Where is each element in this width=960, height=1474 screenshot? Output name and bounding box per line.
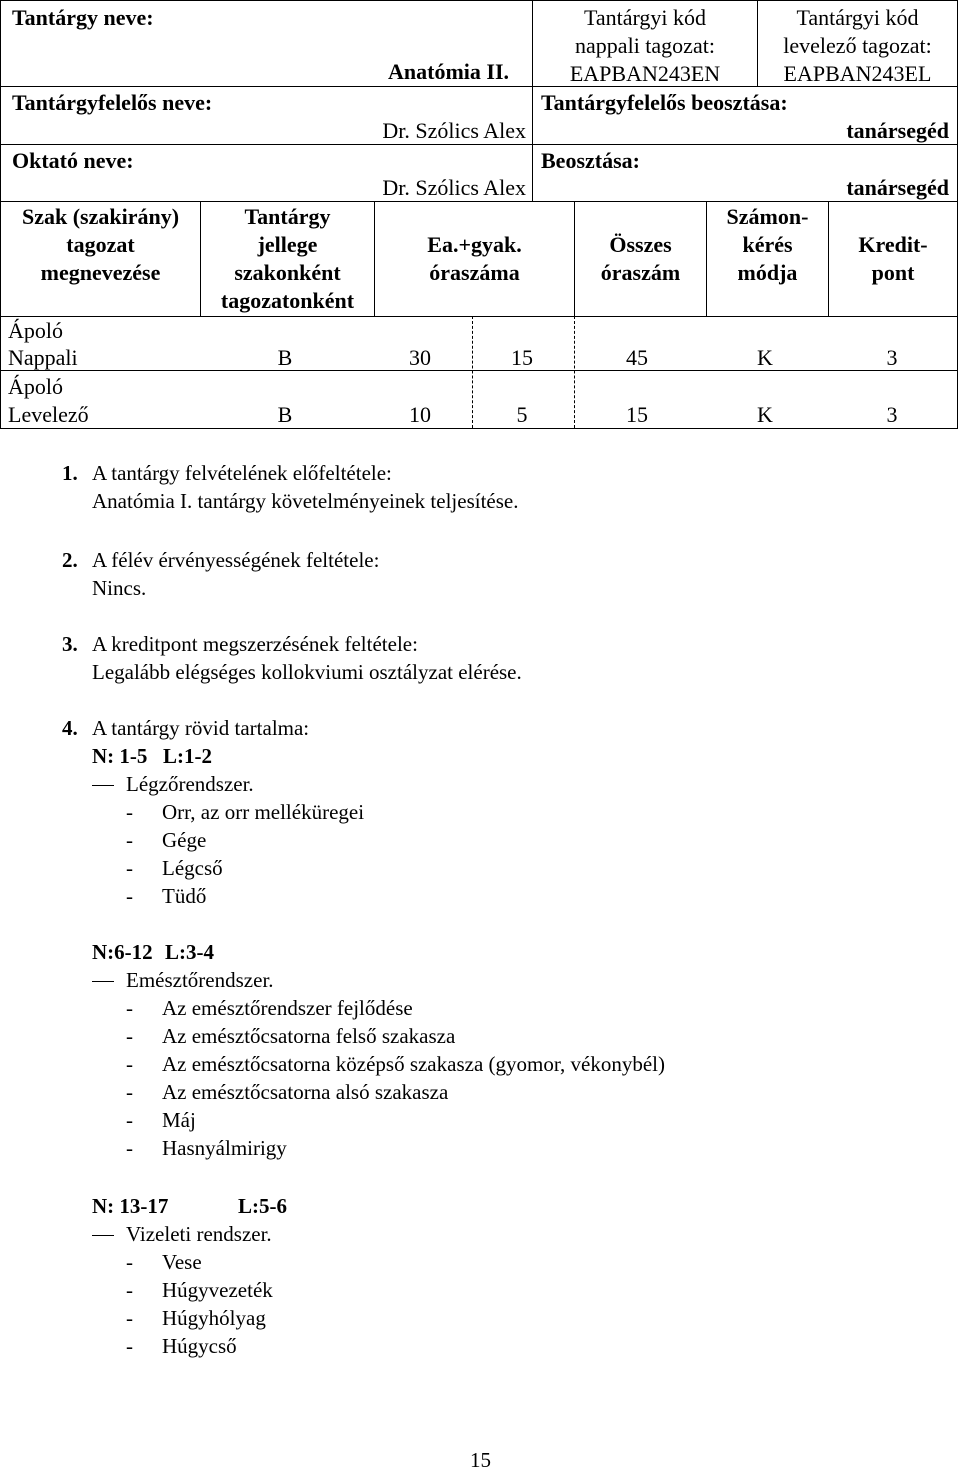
section-1-title: A tantárgy felvételének előfeltétele: xyxy=(92,461,392,485)
row-credit: 3 xyxy=(886,402,898,427)
section-2-title: A félév érvényességének feltétele: xyxy=(92,548,380,572)
row-exam: K xyxy=(757,402,773,427)
hyphen-bullet: - xyxy=(126,856,133,880)
col-header-total-2: óraszám xyxy=(600,260,681,285)
list-item: Légcső xyxy=(162,856,223,880)
responsible-position-label: Tantárgyfelelős beosztása: xyxy=(541,90,788,115)
section-3-title: A kreditpont megszerzésének feltétele: xyxy=(92,632,418,656)
col-header-total-1: Összes xyxy=(609,232,672,257)
section-1-number: 1. xyxy=(62,461,78,485)
dash-bullet xyxy=(92,1235,114,1236)
row-program-2: Levelező xyxy=(8,402,89,427)
col-header-hours-2: óraszáma xyxy=(429,260,520,285)
section-2-text: Nincs. xyxy=(92,576,147,600)
row-lecture: 30 xyxy=(409,345,431,370)
col-header-credit-1: Kredit- xyxy=(858,232,928,257)
section-4-number: 4. xyxy=(62,716,78,740)
list-item: Vese xyxy=(162,1250,202,1274)
row-exam: K xyxy=(757,345,773,370)
hyphen-bullet: - xyxy=(126,1306,133,1330)
hyphen-bullet: - xyxy=(126,1024,133,1048)
col-header-program-1: Szak (szakirány) xyxy=(21,204,180,229)
row-total: 45 xyxy=(626,345,648,370)
code-day-label xyxy=(533,4,757,88)
col-header-credit xyxy=(829,231,957,287)
instructor-label: Oktató neve: xyxy=(12,148,134,173)
list-item: Az emésztőcsatorna alsó szakasza xyxy=(162,1080,449,1104)
row-practice: 15 xyxy=(511,345,533,370)
list-item: Az emésztőcsatorna középső szakasza (gyomor, vékonybél) xyxy=(162,1052,665,1076)
section-2-number: 2. xyxy=(62,548,78,572)
code-day-label-line1: Tantárgyi kód xyxy=(583,5,707,30)
row-lecture: 10 xyxy=(409,402,431,427)
lesson-range: L:5-6 xyxy=(238,1194,287,1218)
section-3-number: 3. xyxy=(62,632,78,656)
list-item: Húgycső xyxy=(162,1334,237,1358)
topic-title: Emésztőrendszer. xyxy=(126,968,274,992)
row-type: B xyxy=(277,345,293,370)
subject-name-value: Anatómia II. xyxy=(388,59,510,84)
col-header-credit-2: pont xyxy=(871,260,915,285)
code-day-value: EAPBAN243EN xyxy=(569,61,721,86)
row-practice: 5 xyxy=(516,402,528,427)
col-header-program-3: megnevezése xyxy=(40,260,161,285)
col-header-type-3: szakonként xyxy=(234,260,341,285)
list-item: Húgyvezeték xyxy=(162,1278,273,1302)
list-item: Gége xyxy=(162,828,207,852)
dash-bullet xyxy=(92,981,114,982)
list-item: Az emésztőrendszer fejlődése xyxy=(162,996,413,1020)
col-header-hours-1: Ea.+gyak. xyxy=(427,232,522,257)
list-item: Húgyhólyag xyxy=(162,1306,266,1330)
col-header-total xyxy=(575,231,706,287)
code-corr-label-line2: levelező tagozat: xyxy=(783,33,932,58)
section-1-text: Anatómia I. tantárgy követelményeinek teljesítése. xyxy=(92,489,519,513)
topic-title: Vizeleti rendszer. xyxy=(126,1222,272,1246)
hyphen-bullet: - xyxy=(126,1136,133,1160)
code-day-label-line2: nappali tagozat: xyxy=(575,33,715,58)
hyphen-bullet: - xyxy=(126,996,133,1020)
hyphen-bullet: - xyxy=(126,884,133,908)
hyphen-bullet: - xyxy=(126,1334,133,1358)
code-corr-value: EAPBAN243EL xyxy=(783,61,932,86)
responsible-position-value: tanársegéd xyxy=(846,118,949,143)
hyphen-bullet: - xyxy=(126,1250,133,1274)
row-program-2: Nappali xyxy=(8,345,78,370)
responsible-label: Tantárgyfelelős neve: xyxy=(12,90,213,115)
hyphen-bullet: - xyxy=(126,800,133,824)
col-header-type xyxy=(201,203,374,315)
row-type: B xyxy=(277,402,293,427)
row-total: 15 xyxy=(626,402,648,427)
col-header-exam-1: Számon- xyxy=(726,204,809,229)
col-header-type-4: tagozatonként xyxy=(220,288,355,313)
week-range: N: 1-5 xyxy=(92,744,148,768)
instructor-position-label: Beosztása: xyxy=(541,148,640,173)
list-item: Az emésztőcsatorna felső szakasza xyxy=(162,1024,456,1048)
list-item: Máj xyxy=(162,1108,196,1132)
code-corr-label-line1: Tantárgyi kód xyxy=(796,5,919,30)
col-header-exam-2: kérés xyxy=(742,232,793,257)
hyphen-bullet: - xyxy=(126,1052,133,1076)
list-item: Hasnyálmirigy xyxy=(162,1136,287,1160)
hyphen-bullet: - xyxy=(126,1278,133,1302)
row-credit: 3 xyxy=(886,345,898,370)
topic-title: Légzőrendszer. xyxy=(126,772,254,796)
instructor-value: Dr. Szólics Alex xyxy=(382,175,526,200)
col-header-hours xyxy=(375,231,574,287)
instructor-position-value: tanársegéd xyxy=(846,175,949,200)
week-range: N: 13-17 xyxy=(92,1194,169,1218)
dash-bullet xyxy=(92,785,114,786)
row-program-1: Ápoló xyxy=(8,374,63,399)
lesson-range: L:1-2 xyxy=(163,744,212,768)
list-item: Orr, az orr melléküregei xyxy=(162,800,365,824)
lesson-range: L:3-4 xyxy=(165,940,214,964)
col-header-exam-3: módja xyxy=(737,260,798,285)
hyphen-bullet: - xyxy=(126,1108,133,1132)
responsible-value: Dr. Szólics Alex xyxy=(382,118,526,143)
col-header-program xyxy=(1,203,200,287)
week-range: N:6-12 xyxy=(92,940,153,964)
hyphen-bullet: - xyxy=(126,828,133,852)
hyphen-bullet: - xyxy=(126,1080,133,1104)
section-4-title: A tantárgy rövid tartalma: xyxy=(92,716,310,740)
subject-name-label: Tantárgy neve: xyxy=(12,5,154,30)
row-program-1: Ápoló xyxy=(8,318,63,343)
list-item: Tüdő xyxy=(162,884,207,908)
page-number: 15 xyxy=(470,1448,491,1472)
col-header-type-2: jellege xyxy=(257,232,318,257)
code-corr-label xyxy=(758,4,957,88)
col-header-program-2: tagozat xyxy=(66,232,135,257)
col-header-type-1: Tantárgy xyxy=(244,204,331,229)
col-header-exam xyxy=(707,203,828,287)
section-3-text: Legalább elégséges kollokviumi osztályzat elérése. xyxy=(92,660,522,684)
